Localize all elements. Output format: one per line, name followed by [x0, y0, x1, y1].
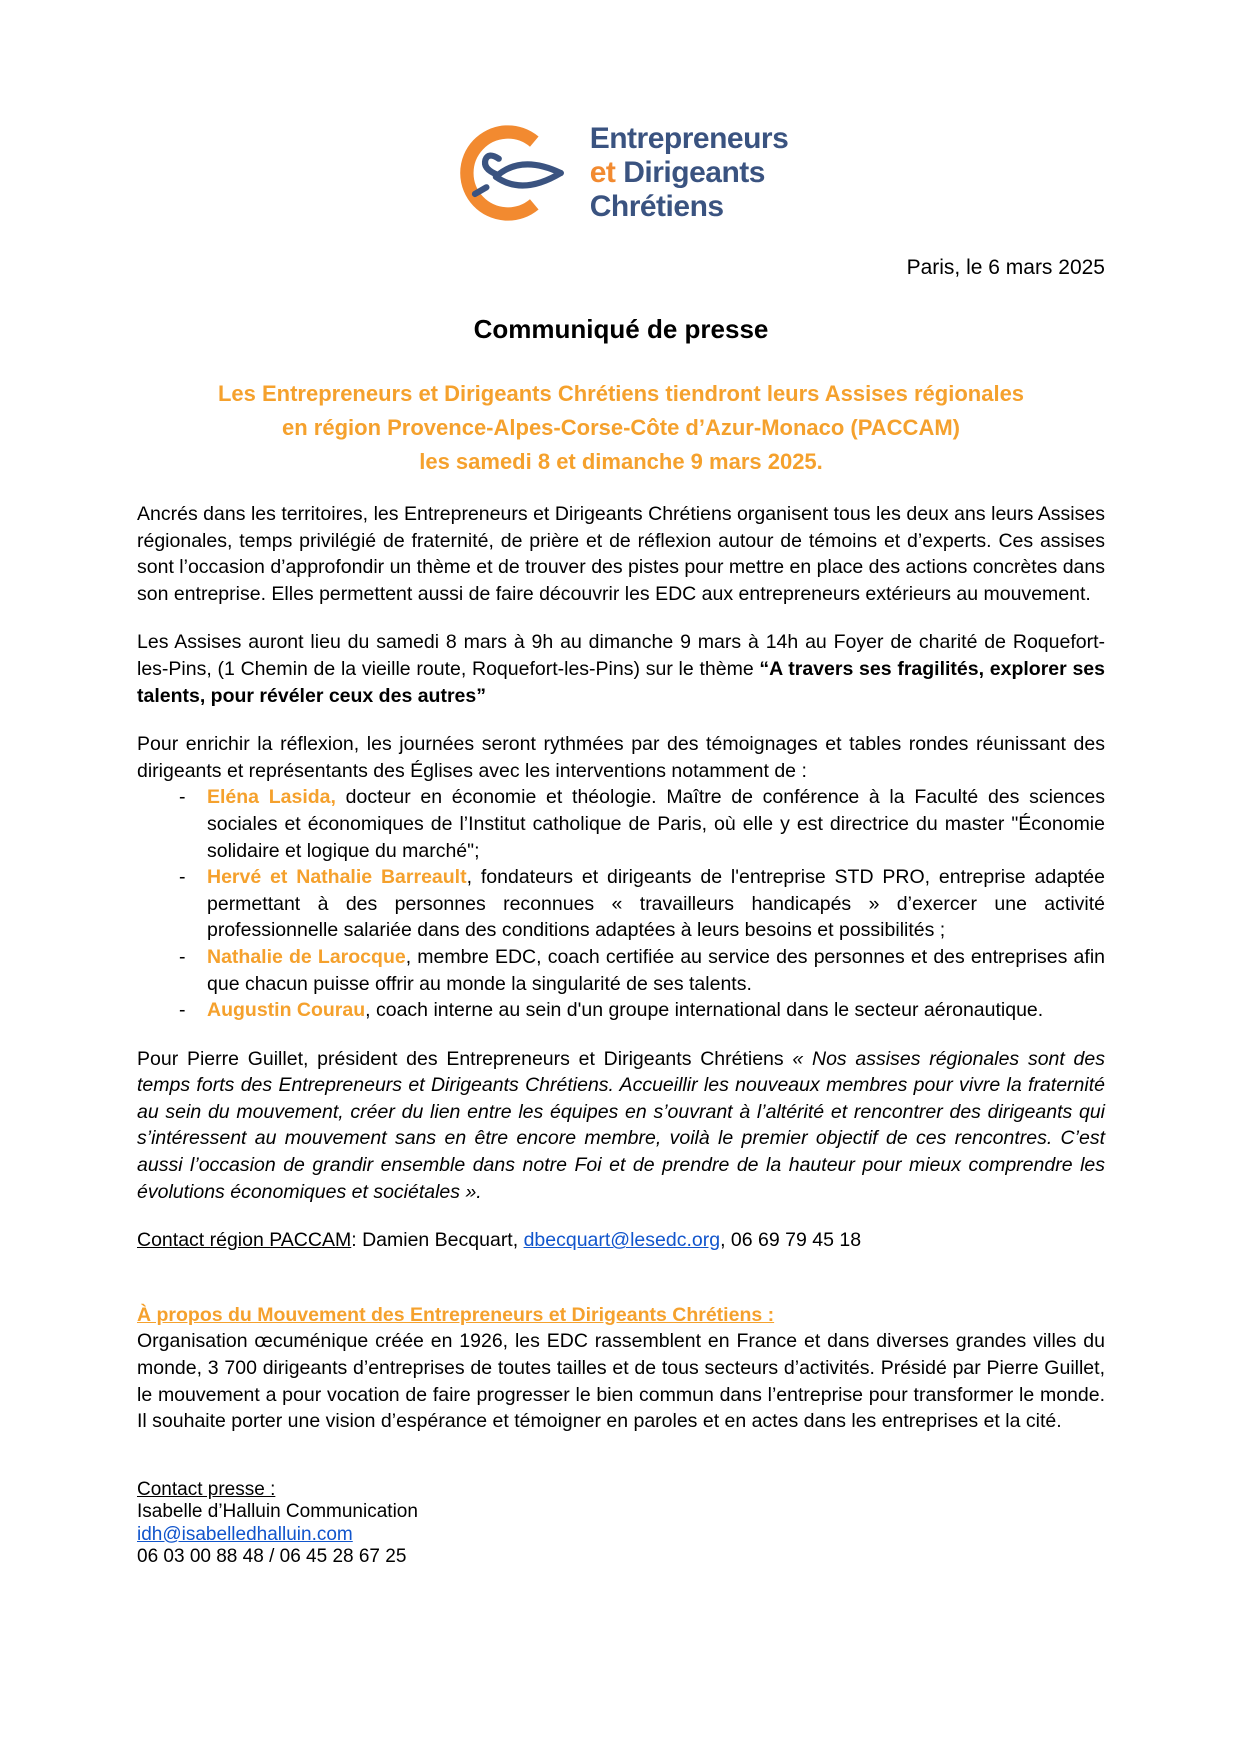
headline	[137, 377, 1105, 479]
dash-marker: -	[179, 999, 186, 1022]
press-contact-label: Contact presse :	[137, 1478, 276, 1500]
about-heading: À propos du Mouvement des Entrepreneurs et Dirigeants Chrétiens :	[137, 1303, 775, 1326]
contact-region-person: : Damien Becquart,	[351, 1229, 524, 1252]
paragraph-event-details	[137, 629, 1105, 709]
speakers-list	[137, 784, 1105, 1023]
speaker-description: , coach interne au sein d'un groupe international dans le secteur aéronautique.	[365, 999, 1044, 1022]
contact-region-line	[137, 1227, 1105, 1254]
paragraph-president-quote	[137, 1046, 1105, 1206]
speaker-name: Eléna Lasida,	[207, 786, 336, 809]
speaker-description: , membre EDC, coach certifiée au service des personnes et des entreprises afin que chacun puisse offrir au monde la singularité de ses talents.	[207, 945, 1105, 995]
dateline: Paris, le 6 mars 2025	[906, 256, 1105, 279]
press-contact-name: Isabelle d’Halluin Communication	[137, 1501, 418, 1523]
event-theme: “A travers ses fragilités, explorer ses talents, pour révéler ceux des autres”	[137, 657, 1105, 707]
headline-line-3: les samedi 8 et dimanche 9 mars 2025.	[419, 449, 823, 474]
dash-marker: -	[179, 866, 186, 889]
event-details-text: Les Assises auront lieu du samedi 8 mars à 9h au dimanche 9 mars à 14h au Foyer de charité de Roquefort-les-Pins, (1 Chemin de la vieille route, Roquefort-les-Pins) sur le thème	[137, 631, 1105, 680]
headline-line-1: Les Entrepreneurs et Dirigeants Chrétiens tiendront leurs Assises régionales	[217, 381, 1025, 406]
edc-logo	[137, 112, 1105, 234]
speaker-item-larocque	[137, 944, 1105, 997]
speaker-item-elena-lasida	[137, 784, 1105, 864]
headline-line-2: en région Provence-Alpes-Corse-Côte d’Azur-Monaco (PACCAM)	[282, 415, 960, 440]
edc-logo-wordmark	[590, 122, 789, 224]
speaker-description: docteur en économie et théologie. Maître de conférence à la Faculté des sciences sociales et économiques de l’Institut catholique de Paris, où elle y est directrice du master "Économie solidaire et logique du marché";	[207, 786, 1105, 862]
quote-intro: Pour Pierre Guillet, président des Entrepreneurs et Dirigeants Chrétiens	[137, 1047, 793, 1070]
press-contact-phones: 06 03 00 88 48 / 06 45 28 67 25	[137, 1546, 407, 1568]
edc-logo-icon	[454, 112, 576, 234]
logo-et: et	[589, 156, 616, 189]
press-contact-block	[137, 1479, 1105, 1569]
dash-marker: -	[179, 945, 186, 968]
paragraph-intro: Ancrés dans les territoires, les Entrepreneurs et Dirigeants Chrétiens organisent tous les deux ans leurs Assises régionales, temps privilégié de fraternité, de prière et de réflexion autour de témoins et d’experts. Ces assises sont l’occasion d’approfondir un thème et de trouver des pistes pour mettre en place des actions concrètes dans son entreprise. Elles permettent aussi de faire découvrir les EDC aux entrepreneurs extérieurs au mouvement.	[137, 503, 1105, 605]
contact-region-label: Contact région PACCAM	[137, 1229, 352, 1252]
logo-line-1: Entrepreneurs	[589, 122, 789, 155]
speaker-item-courau	[137, 997, 1105, 1024]
quote-text: « Nos assises régionales sont des temps forts des Entrepreneurs et Dirigeants Chrétiens. Accueillir les nouveaux membres pour vivre la fraternité au sein du mouvement, créer du lien entre les équipes en s’ouvrant à l’altérité et rencontrer des dirigeants qui s’intéressent au mouvement sans en être encore membre, voilà le premier objectif de ces rencontres. C’est aussi l’occasion de grandir ensemble dans notre Foi et de prendre de la hauteur pour mieux comprendre les évolutions économiques et sociétales ».	[137, 1047, 1105, 1203]
paragraph-speakers-intro: Pour enrichir la réflexion, les journées seront rythmées par des témoignages et tables rondes réunissant des dirigeants et représentants des Églises avec les interventions notamment de :	[137, 733, 1105, 782]
contact-region-phone: , 06 69 79 45 18	[720, 1229, 862, 1252]
speaker-item-barreault	[137, 864, 1105, 944]
contact-region-email-link[interactable]: dbecquart@lesedc.org	[523, 1229, 721, 1252]
logo-line-2	[590, 156, 789, 190]
dash-marker: -	[179, 786, 186, 809]
logo-dirigeants: Dirigeants	[623, 156, 765, 189]
logo-line-3: Chrétiens	[589, 190, 724, 223]
speaker-name: Augustin Courau	[207, 999, 366, 1022]
speaker-name: Nathalie de Larocque	[207, 945, 406, 968]
speaker-description: , fondateurs et dirigeants de l'entreprise STD PRO, entreprise adaptée permettant à des personnes reconnues « travailleurs handicapés » d’exercer une activité professionnelle salariée dans des conditions adaptées à leurs besoins et possibilités ;	[207, 866, 1105, 942]
about-body: Organisation œcuménique créée en 1926, les EDC rassemblent en France et dans diverses grandes villes du monde, 3 700 dirigeants d’entreprises de toutes tailles et de tous secteurs d’activités. Présidé par Pierre Guillet, le mouvement a pour vocation de faire progresser le bien commun dans l’entreprise pour transformer le monde. Il souhaite porter une vision d’espérance et témoigner en paroles et en actes dans les entreprises et la cité.	[137, 1330, 1105, 1433]
speaker-name: Hervé et Nathalie Barreault	[207, 866, 467, 889]
press-contact-email-link[interactable]: idh@isabelledhalluin.com	[137, 1523, 353, 1545]
document-title: Communiqué de presse	[473, 314, 769, 344]
